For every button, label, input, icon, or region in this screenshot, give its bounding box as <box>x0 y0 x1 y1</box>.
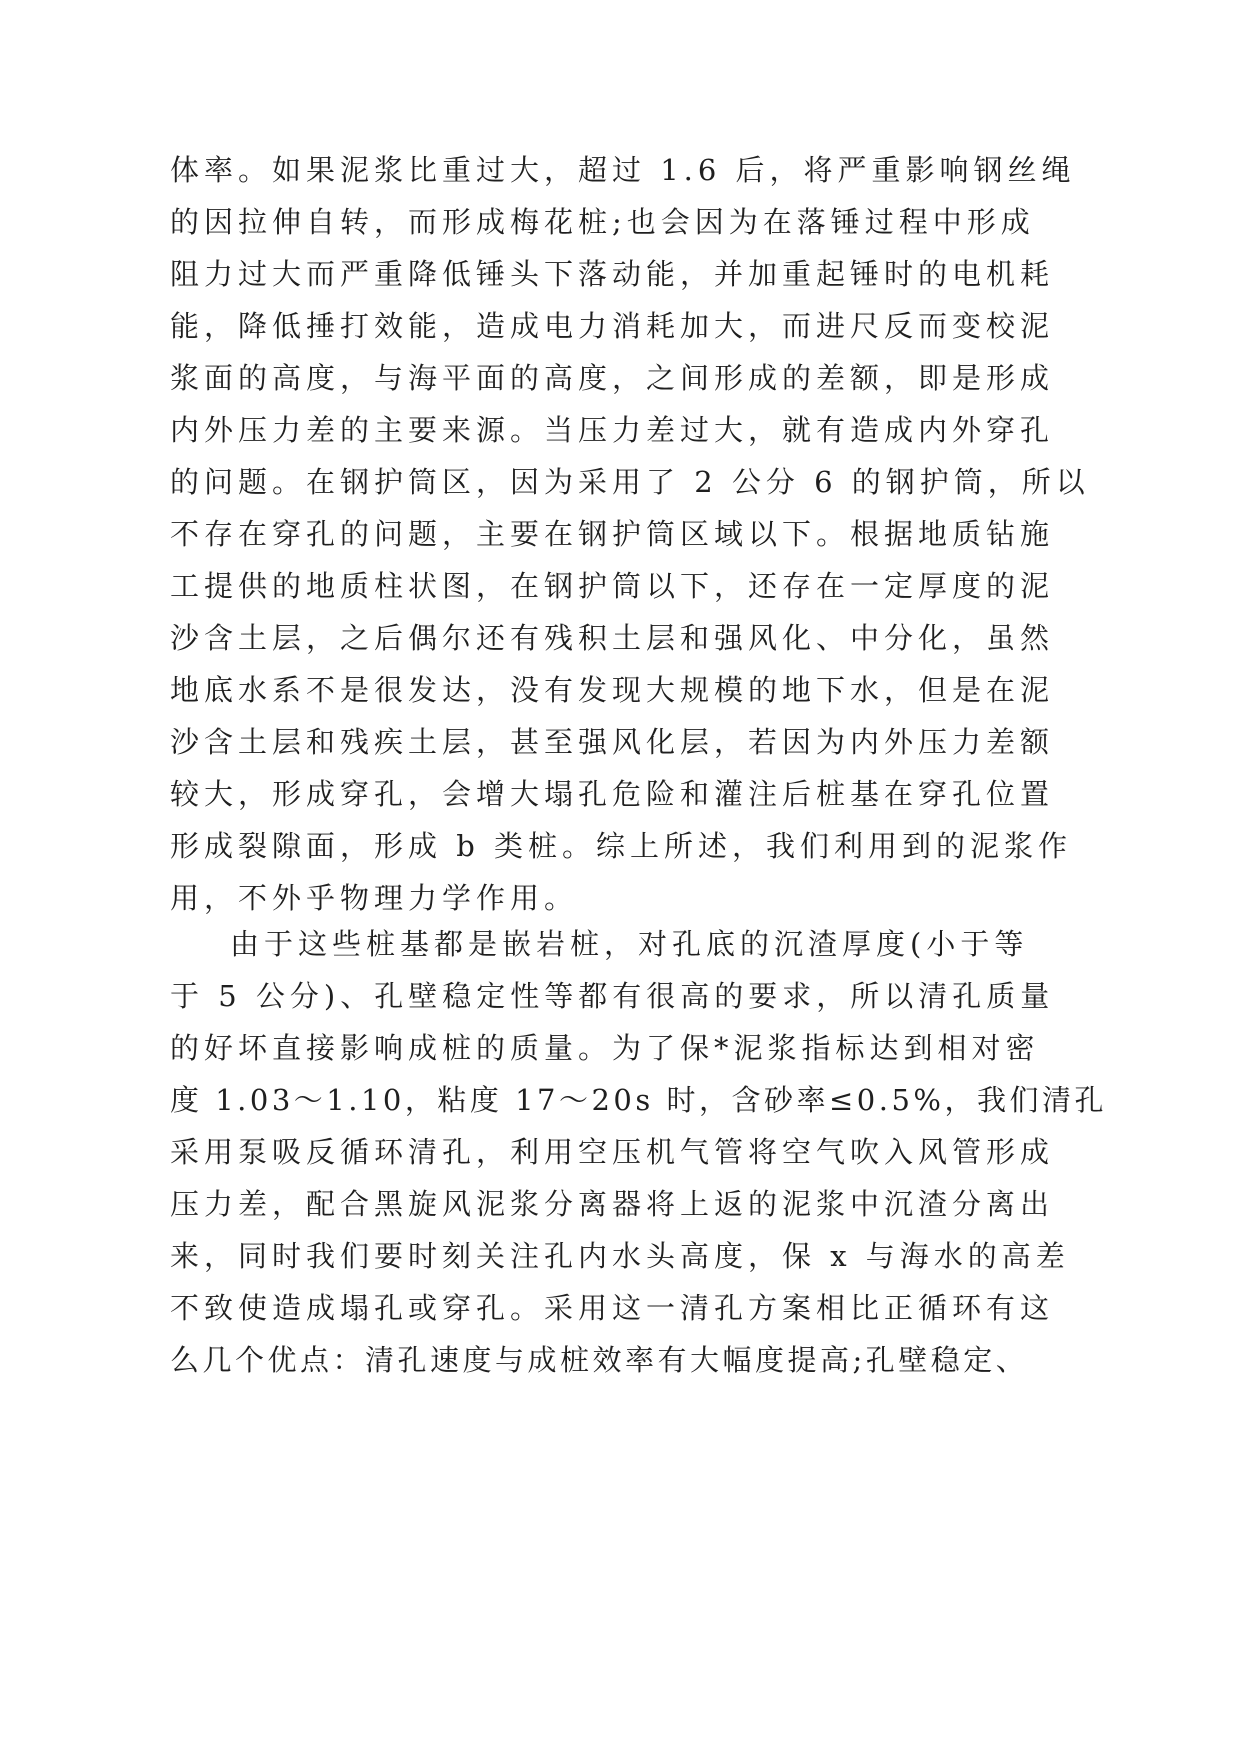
text-line: 工提供的地质柱状图，在钢护筒以下，还存在一定厚度的泥 <box>170 569 1055 603</box>
text-line: 来，同时我们要时刻关注孔内水头高度，保 x 与海水的高差 <box>170 1239 1070 1273</box>
text-line: 能，降低捶打效能，造成电力消耗加大，而进尺反而变校泥 <box>170 309 1055 343</box>
text-line: 于 5 公分)、孔壁稳定性等都有很高的要求，所以清孔质量 <box>170 979 1055 1013</box>
text-line: 地底水系不是很发达，没有发现大规模的地下水，但是在泥 <box>170 673 1055 707</box>
text-line: 的好坏直接影响成桩的质量。为了保*泥浆指标达到相对密 <box>170 1031 1040 1065</box>
text-line: 阻力过大而严重降低锤头下落动能，并加重起锤时的电机耗 <box>170 257 1055 291</box>
text-line: 较大，形成穿孔，会增大塌孔危险和灌注后桩基在穿孔位置 <box>170 777 1055 811</box>
text-line: 浆面的高度，与海平面的高度，之间形成的差额，即是形成 <box>170 361 1055 395</box>
text-line: 沙含土层和残疾土层，甚至强风化层，若因为内外压力差额 <box>170 725 1055 759</box>
text-line: 由于这些桩基都是嵌岩桩，对孔底的沉渣厚度(小于等 <box>230 927 1029 961</box>
text-line: 体率。如果泥浆比重过大，超过 1.6 后，将严重影响钢丝绳 <box>170 153 1076 187</box>
text-line: 采用泵吸反循环清孔，利用空压机气管将空气吹入风管形成 <box>170 1135 1055 1169</box>
text-line: 内外压力差的主要来源。当压力差过大，就有造成内外穿孔 <box>170 413 1055 447</box>
text-line: 用，不外乎物理力学作用。 <box>170 881 579 915</box>
text-line: 的因拉伸自转，而形成梅花桩;也会因为在落锤过程中形成 <box>170 205 1035 239</box>
text-line: 压力差，配合黑旋风泥浆分离器将上返的泥浆中沉渣分离出 <box>170 1187 1055 1221</box>
text-line: 不存在穿孔的问题，主要在钢护筒区域以下。根据地质钻施 <box>170 517 1055 551</box>
text-line: 形成裂隙面，形成 b 类桩。综上所述，我们利用到的泥浆作 <box>170 829 1073 863</box>
text-line: 度 1.03～1.10，粘度 17～20s 时，含砂率≤0.5%，我们清孔 <box>170 1083 1107 1117</box>
text-line: 么几个优点：清孔速度与成桩效率有大幅度提高;孔壁稳定、 <box>170 1343 1029 1377</box>
text-line: 的问题。在钢护筒区，因为采用了 2 公分 6 的钢护筒，所以 <box>170 465 1090 499</box>
text-line: 不致使造成塌孔或穿孔。采用这一清孔方案相比正循环有这 <box>170 1291 1055 1325</box>
text-line: 沙含土层，之后偶尔还有残积土层和强风化、中分化，虽然 <box>170 621 1055 655</box>
